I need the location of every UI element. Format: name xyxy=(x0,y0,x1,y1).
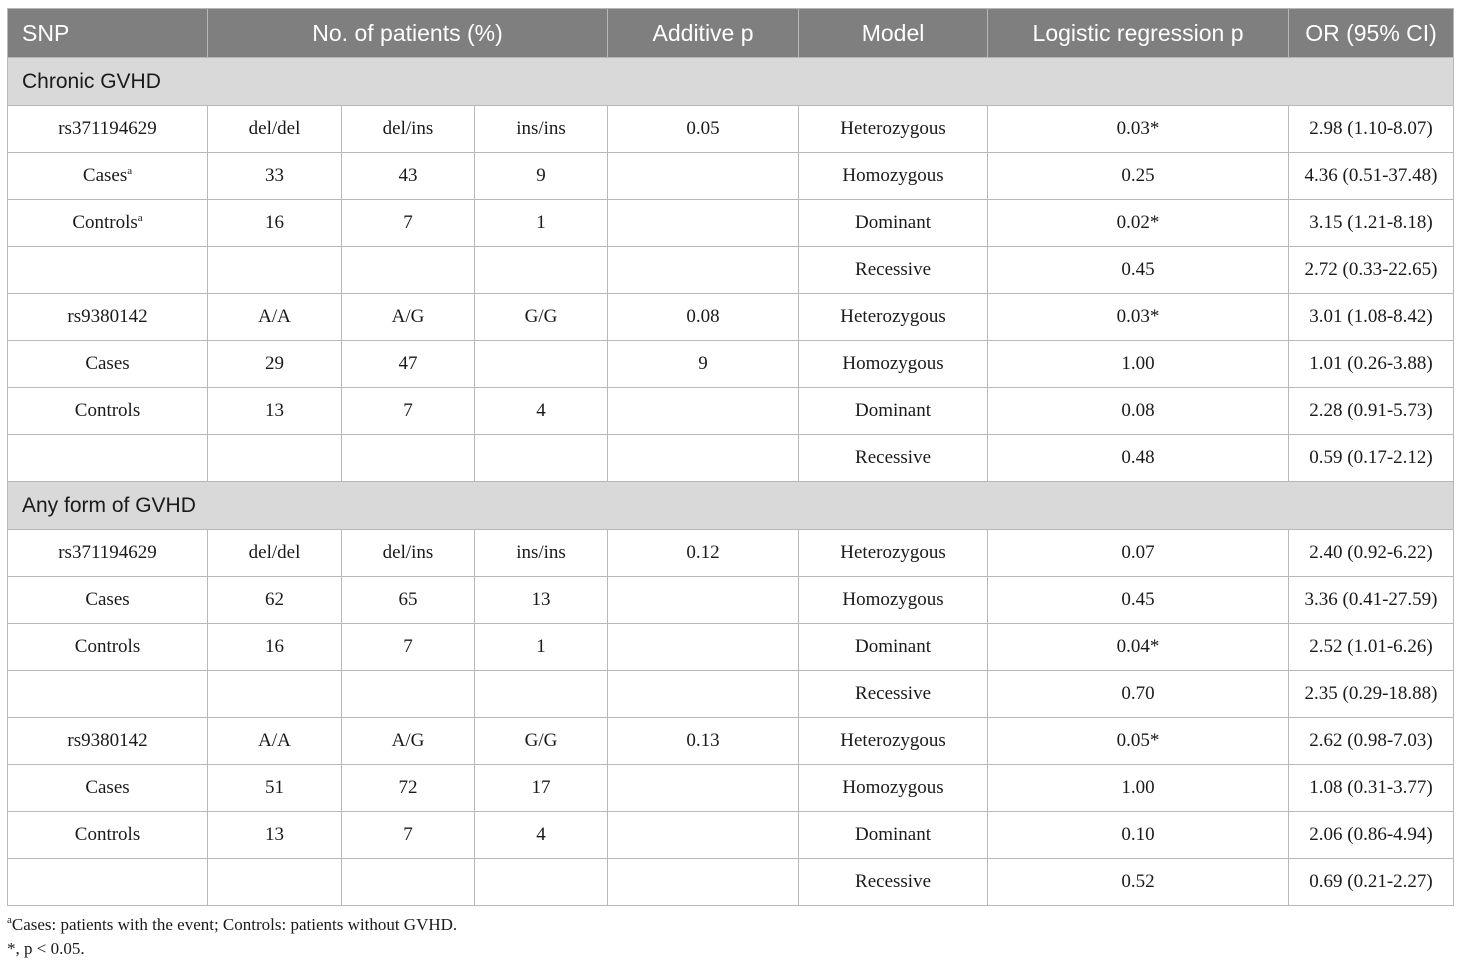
cell-text: Homozygous xyxy=(842,353,944,374)
cell-text: G/G xyxy=(524,730,558,751)
cell-genotype-1 xyxy=(208,247,342,294)
table-row xyxy=(8,624,1454,671)
cell-genotype-2 xyxy=(342,577,475,624)
cell-text: 2.06 (0.86-4.94) xyxy=(1309,824,1433,845)
cell-text: G/G xyxy=(524,306,558,327)
table-row xyxy=(8,435,1454,482)
cell-text: Controls xyxy=(72,212,138,233)
cell-genotype-2 xyxy=(342,388,475,435)
cell-additive-p xyxy=(608,624,799,671)
cell-text: 0.70 xyxy=(1121,683,1155,704)
cell-text: 0.07 xyxy=(1121,542,1155,563)
cell-text: 1 xyxy=(536,212,546,233)
cell-model xyxy=(799,671,988,718)
cell-text: 1 xyxy=(536,636,546,657)
cell-additive-p xyxy=(608,341,799,388)
cell-text: rs371194629 xyxy=(58,542,157,563)
cell-text: 7 xyxy=(403,636,413,657)
cell-genotype-1 xyxy=(208,435,342,482)
cell-logistic-p xyxy=(988,859,1289,906)
cell-model xyxy=(799,247,988,294)
cell-text: Cases xyxy=(85,777,130,798)
cell-text: 0.48 xyxy=(1121,447,1155,468)
cell-model xyxy=(799,812,988,859)
cell-text: ins/ins xyxy=(516,542,566,563)
cell-genotype-3 xyxy=(475,153,608,200)
cell-text: Heterozygous xyxy=(840,306,946,327)
cell-genotype-2 xyxy=(342,435,475,482)
cell-logistic-p xyxy=(988,247,1289,294)
cell-text: 4.36 (0.51-37.48) xyxy=(1304,165,1438,186)
cell-snp xyxy=(8,435,208,482)
cell-genotype-1 xyxy=(208,388,342,435)
cell-snp xyxy=(8,388,208,435)
cell-snp xyxy=(8,294,208,341)
cell-text: 0.10 xyxy=(1121,824,1155,845)
cell-genotype-3 xyxy=(475,577,608,624)
cell-text: rs9380142 xyxy=(67,730,148,751)
footnote-marker: a xyxy=(137,212,143,224)
cell-genotype-2 xyxy=(342,530,475,577)
cell-additive-p xyxy=(608,388,799,435)
table-row xyxy=(8,247,1454,294)
cell-text: Recessive xyxy=(855,259,932,280)
header-logistic-p: Logistic regression p xyxy=(988,9,1289,58)
cell-text: 1.00 xyxy=(1121,353,1155,374)
cell-text: 0.59 (0.17-2.12) xyxy=(1309,447,1433,468)
cell-model xyxy=(799,341,988,388)
cell-text: Recessive xyxy=(855,871,932,892)
header-row xyxy=(8,9,1454,58)
cell-genotype-2 xyxy=(342,765,475,812)
cell-text: Cases xyxy=(82,165,128,186)
cell-genotype-2 xyxy=(342,106,475,153)
cell-genotype-1 xyxy=(208,153,342,200)
table-row xyxy=(8,577,1454,624)
cell-text: A/G xyxy=(391,306,425,327)
table-row xyxy=(8,388,1454,435)
cell-snp xyxy=(8,247,208,294)
cell-model xyxy=(799,435,988,482)
cell-model xyxy=(799,294,988,341)
cell-text: 0.03* xyxy=(1116,306,1160,327)
table-body xyxy=(8,58,1454,906)
cell-text: 1.00 xyxy=(1121,777,1155,798)
header-snp: SNP xyxy=(8,9,208,58)
cell-text: 7 xyxy=(403,824,413,845)
cell-snp xyxy=(8,530,208,577)
cell-or-ci xyxy=(1289,106,1454,153)
cell-text: 9 xyxy=(698,353,708,374)
cell-additive-p xyxy=(608,812,799,859)
cell-or-ci xyxy=(1289,577,1454,624)
cell-snp xyxy=(8,812,208,859)
cell-text: 29 xyxy=(265,353,284,374)
cell-text: 13 xyxy=(531,589,551,610)
cell-text: 0.45 xyxy=(1121,259,1155,280)
cell-text: 0.05 xyxy=(686,118,720,139)
cell-or-ci xyxy=(1289,388,1454,435)
table-row xyxy=(8,341,1454,388)
cell-or-ci xyxy=(1289,294,1454,341)
cell-genotype-3 xyxy=(475,247,608,294)
table-row xyxy=(8,106,1454,153)
cell-text: Controls xyxy=(74,400,141,421)
cell-additive-p xyxy=(608,435,799,482)
cell-genotype-1 xyxy=(208,294,342,341)
header-additive-p: Additive p xyxy=(608,9,799,58)
cell-genotype-2 xyxy=(342,624,475,671)
cell-text: 0.69 (0.21-2.27) xyxy=(1309,871,1433,892)
cell-text: 43 xyxy=(398,165,418,186)
cell-genotype-1 xyxy=(208,812,342,859)
cell-model xyxy=(799,153,988,200)
cell-text: Controls xyxy=(74,636,141,657)
cell-model xyxy=(799,200,988,247)
footnote-a-mark: a xyxy=(7,914,12,926)
cell-additive-p xyxy=(608,859,799,906)
cell-additive-p xyxy=(608,671,799,718)
cell-genotype-3 xyxy=(475,765,608,812)
cell-text: 17 xyxy=(531,777,551,798)
cell-genotype-2 xyxy=(342,341,475,388)
cell-text: Dominant xyxy=(855,212,932,233)
cell-additive-p xyxy=(608,153,799,200)
cell-logistic-p xyxy=(988,153,1289,200)
cell-genotype-2 xyxy=(342,859,475,906)
cell-genotype-3 xyxy=(475,200,608,247)
cell-text: 51 xyxy=(265,777,284,798)
cell-genotype-2 xyxy=(342,671,475,718)
section-title: Any form of GVHD xyxy=(8,482,1454,530)
cell-genotype-2 xyxy=(342,247,475,294)
cell-text: 4 xyxy=(536,824,546,845)
cell-logistic-p xyxy=(988,200,1289,247)
cell-text: 2.62 (0.98-7.03) xyxy=(1309,730,1433,751)
cell-genotype-3 xyxy=(475,530,608,577)
cell-additive-p xyxy=(608,718,799,765)
cell-genotype-3 xyxy=(475,106,608,153)
cell-logistic-p xyxy=(988,106,1289,153)
cell-text: 1.01 (0.26-3.88) xyxy=(1309,353,1433,374)
cell-text: A/G xyxy=(391,730,425,751)
cell-or-ci xyxy=(1289,859,1454,906)
cell-text: 9 xyxy=(536,165,546,186)
cell-genotype-1 xyxy=(208,765,342,812)
cell-genotype-3 xyxy=(475,812,608,859)
header-patients: No. of patients (%) xyxy=(208,9,608,58)
cell-text: 13 xyxy=(265,824,284,845)
cell-additive-p xyxy=(608,200,799,247)
cell-text: 2.52 (1.01-6.26) xyxy=(1309,636,1433,657)
cell-text: Dominant xyxy=(855,824,932,845)
section-title: Chronic GVHD xyxy=(8,58,1454,106)
cell-text: 0.05* xyxy=(1116,730,1160,751)
section-row xyxy=(8,482,1454,530)
cell-text: 0.03* xyxy=(1116,118,1160,139)
cell-text: 16 xyxy=(265,636,284,657)
cell-snp xyxy=(8,341,208,388)
cell-or-ci xyxy=(1289,435,1454,482)
cell-text: A/A xyxy=(258,730,291,751)
cell-or-ci xyxy=(1289,247,1454,294)
cell-genotype-1 xyxy=(208,718,342,765)
cell-logistic-p xyxy=(988,388,1289,435)
cell-genotype-1 xyxy=(208,671,342,718)
cell-text: Heterozygous xyxy=(840,730,946,751)
cell-logistic-p xyxy=(988,294,1289,341)
cell-genotype-1 xyxy=(208,106,342,153)
cell-genotype-3 xyxy=(475,624,608,671)
cell-text: 7 xyxy=(403,400,413,421)
cell-model xyxy=(799,624,988,671)
cell-or-ci xyxy=(1289,765,1454,812)
cell-model xyxy=(799,530,988,577)
cell-or-ci xyxy=(1289,718,1454,765)
cell-logistic-p xyxy=(988,718,1289,765)
cell-text: 2.72 (0.33-22.65) xyxy=(1304,259,1438,280)
cell-text: 0.45 xyxy=(1121,589,1155,610)
cell-logistic-p xyxy=(988,624,1289,671)
cell-text: 2.40 (0.92-6.22) xyxy=(1309,542,1433,563)
cell-genotype-3 xyxy=(475,435,608,482)
cell-text: 2.35 (0.29-18.88) xyxy=(1304,683,1438,704)
cell-text: 0.52 xyxy=(1121,871,1155,892)
cell-or-ci xyxy=(1289,812,1454,859)
header-model: Model xyxy=(799,9,988,58)
table-row xyxy=(8,530,1454,577)
table-row xyxy=(8,812,1454,859)
cell-snp xyxy=(8,577,208,624)
table-row xyxy=(8,718,1454,765)
cell-genotype-3 xyxy=(475,294,608,341)
cell-text: rs371194629 xyxy=(58,118,157,139)
cell-model xyxy=(799,388,988,435)
cell-genotype-3 xyxy=(475,671,608,718)
section-row xyxy=(8,58,1454,106)
cell-text: rs9380142 xyxy=(67,306,148,327)
cell-text: Recessive xyxy=(855,683,932,704)
cell-text: Heterozygous xyxy=(840,542,946,563)
cell-model xyxy=(799,718,988,765)
cell-genotype-3 xyxy=(475,718,608,765)
cell-genotype-3 xyxy=(475,388,608,435)
cell-text: Dominant xyxy=(855,636,932,657)
cell-snp xyxy=(8,859,208,906)
cell-or-ci xyxy=(1289,153,1454,200)
footnote-star: *, p < 0.05. xyxy=(7,939,85,958)
cell-text: ins/ins xyxy=(516,118,566,139)
cell-text: 72 xyxy=(398,777,418,798)
cell-text: 3.01 (1.08-8.42) xyxy=(1309,306,1433,327)
cell-genotype-1 xyxy=(208,200,342,247)
cell-additive-p xyxy=(608,106,799,153)
cell-text: Cases xyxy=(85,353,130,374)
cell-text: Homozygous xyxy=(842,165,944,186)
cell-text: 0.08 xyxy=(686,306,720,327)
cell-text: 0.08 xyxy=(1121,400,1155,421)
cell-model xyxy=(799,859,988,906)
cell-text: 0.25 xyxy=(1121,165,1155,186)
cell-text: del/ins xyxy=(382,542,434,563)
table-row xyxy=(8,671,1454,718)
cell-logistic-p xyxy=(988,577,1289,624)
cell-text: Homozygous xyxy=(842,589,944,610)
cell-text: A/A xyxy=(258,306,291,327)
cell-text: Cases xyxy=(85,589,130,610)
cell-or-ci xyxy=(1289,671,1454,718)
cell-snp xyxy=(8,153,208,200)
cell-text: 33 xyxy=(265,165,284,186)
table-row xyxy=(8,153,1454,200)
cell-text: 3.15 (1.21-8.18) xyxy=(1309,212,1433,233)
cell-genotype-1 xyxy=(208,530,342,577)
cell-or-ci xyxy=(1289,530,1454,577)
cell-text: 7 xyxy=(403,212,413,233)
table-row xyxy=(8,765,1454,812)
cell-text: 0.02* xyxy=(1116,212,1160,233)
table-row xyxy=(8,859,1454,906)
cell-or-ci xyxy=(1289,341,1454,388)
cell-logistic-p xyxy=(988,812,1289,859)
cell-genotype-3 xyxy=(475,341,608,388)
cell-additive-p xyxy=(608,577,799,624)
cell-text: Dominant xyxy=(855,400,932,421)
cell-snp xyxy=(8,200,208,247)
cell-genotype-2 xyxy=(342,718,475,765)
cell-model xyxy=(799,106,988,153)
cell-genotype-2 xyxy=(342,200,475,247)
cell-snp xyxy=(8,718,208,765)
cell-text: del/del xyxy=(248,118,301,139)
cell-logistic-p xyxy=(988,435,1289,482)
cell-text: 4 xyxy=(536,400,546,421)
cell-text: 0.13 xyxy=(686,730,720,751)
cell-text: 2.28 (0.91-5.73) xyxy=(1309,400,1433,421)
cell-model xyxy=(799,577,988,624)
cell-or-ci xyxy=(1289,624,1454,671)
cell-text: 47 xyxy=(398,353,418,374)
cell-text: 3.36 (0.41-27.59) xyxy=(1304,589,1438,610)
cell-text: Controls xyxy=(74,824,141,845)
cell-text: 0.04* xyxy=(1116,636,1160,657)
header-or-ci: OR (95% CI) xyxy=(1289,9,1454,58)
footnote-a-text: Cases: patients with the event; Controls: patients without GVHD. xyxy=(11,915,458,934)
cell-additive-p xyxy=(608,765,799,812)
cell-text: Recessive xyxy=(855,447,932,468)
cell-snp xyxy=(8,671,208,718)
cell-snp xyxy=(8,106,208,153)
cell-text: 13 xyxy=(265,400,284,421)
cell-snp xyxy=(8,624,208,671)
cell-text: 0.12 xyxy=(686,542,720,563)
cell-logistic-p xyxy=(988,341,1289,388)
cell-genotype-2 xyxy=(342,294,475,341)
cell-genotype-2 xyxy=(342,153,475,200)
cell-text: 2.98 (1.10-8.07) xyxy=(1309,118,1433,139)
table-row xyxy=(8,294,1454,341)
cell-additive-p xyxy=(608,294,799,341)
cell-text: 16 xyxy=(265,212,284,233)
cell-logistic-p xyxy=(988,671,1289,718)
cell-logistic-p xyxy=(988,530,1289,577)
footnote-marker: a xyxy=(127,165,133,177)
cell-genotype-1 xyxy=(208,577,342,624)
cell-or-ci xyxy=(1289,200,1454,247)
cell-additive-p xyxy=(608,247,799,294)
cell-text: del/del xyxy=(248,542,301,563)
footnote-a xyxy=(7,913,457,937)
cell-text: del/ins xyxy=(382,118,434,139)
cell-text: 1.08 (0.31-3.77) xyxy=(1309,777,1433,798)
cell-text: 62 xyxy=(265,589,284,610)
cell-genotype-1 xyxy=(208,859,342,906)
cell-logistic-p xyxy=(988,765,1289,812)
cell-genotype-1 xyxy=(208,624,342,671)
cell-text: Homozygous xyxy=(842,777,944,798)
cell-text: Heterozygous xyxy=(840,118,946,139)
cell-model xyxy=(799,765,988,812)
cell-snp xyxy=(8,765,208,812)
cell-genotype-3 xyxy=(475,859,608,906)
table-row xyxy=(8,200,1454,247)
cell-text: 65 xyxy=(398,589,418,610)
cell-genotype-1 xyxy=(208,341,342,388)
gvhd-snp-table xyxy=(7,8,1454,906)
table-footnotes xyxy=(7,913,457,961)
cell-additive-p xyxy=(608,530,799,577)
cell-genotype-2 xyxy=(342,812,475,859)
